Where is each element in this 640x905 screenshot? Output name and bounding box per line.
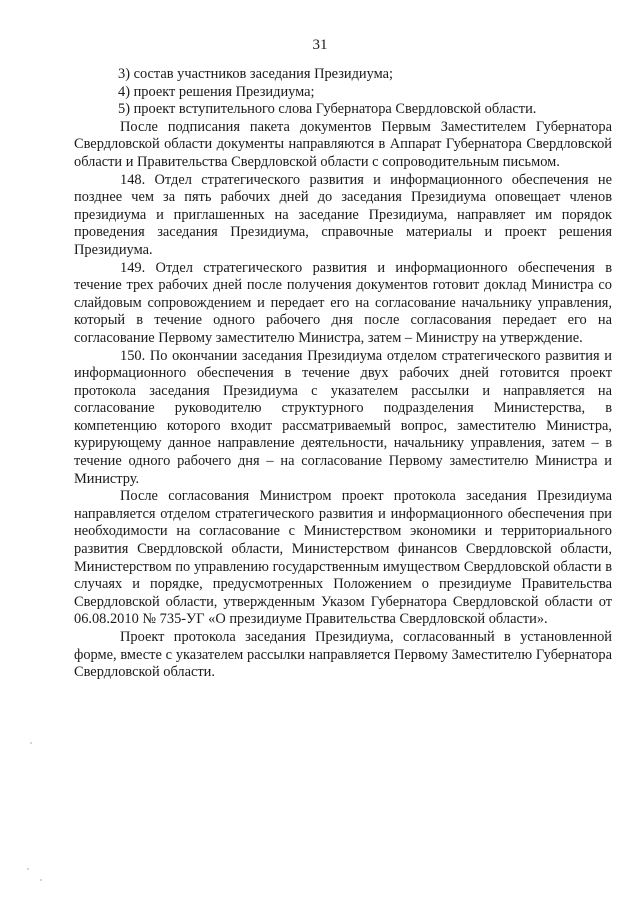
paragraph: Проект протокола заседания Президиума, согласованный в установленной форме, вместе с указателем рассылки направляется Первому Заместителю Губернатора Свердловской области. xyxy=(74,629,612,681)
list-item: 3) состав участников заседания Президиума; xyxy=(118,66,394,82)
scan-mark xyxy=(30,742,32,744)
paragraph-149: 149. Отдел стратегического развития и информационного обеспечения в течение трех рабочих дней после получения документов готовит доклад Министра со слайдовым сопровождением и передает его на согласование начальнику управления, который в течение одного рабочего дня после согласования передает его на согласование Первому заместителю Министра, затем – Министру на утверждение. xyxy=(74,259,612,346)
paragraph: После подписания пакета документов Первым Заместителем Губернатора Свердловской области документы направляются в Аппарат Губернатора Свердловской области и Правительства Свердловской области с сопроводительным письмом. xyxy=(74,118,612,170)
scan-mark xyxy=(27,868,29,870)
document-body xyxy=(74,66,612,682)
paragraph: После согласования Министром проект протокола заседания Президиума направляется отделом стратегического развития и информационного обеспечения при необходимости на согласование с Министерством экономики и территориального развития Свердловской области, Министерством финансов Свердловской области, Министерством по управлению государственным имуществом Свердловской области в случаях и порядке, предусмотренных Положением о президиуме Правительства Свердловской области, утвержденным Указом Губернатора Свердловской области от 06.08.2010 № 735-УГ «О президиуме Правительства Свердловской области». xyxy=(74,488,612,628)
list-item: 5) проект вступительного слова Губернатора Свердловской области. xyxy=(118,101,537,118)
paragraph-150: 150. По окончании заседания Президиума отделом стратегического развития и информационного обеспечения в течение двух рабочих дней готовится проект протокола заседания Президиума с указателем рассылки и направляется на согласование руководителю структурного подразделения Министерства, в компетенцию которого входит рассматриваемый вопрос, заместителю Министра, курирующему данное направление деятельности, начальнику управления, затем – в течение одного рабочего дня – на согласование Первому заместителю Министра и Министру. xyxy=(74,347,612,487)
page-number: 31 xyxy=(312,37,328,53)
scan-mark xyxy=(40,879,42,881)
list-item: 4) проект решения Президиума; xyxy=(118,83,315,100)
paragraph-148: 148. Отдел стратегического развития и информационного обеспечения не позднее чем за пять рабочих дней до заседания Президиума оповещает членов президиума и приглашенных на заседание Президиума, направляет им порядок проведения заседания Президиума, справочные материалы и проект решения Президиума. xyxy=(74,171,612,258)
